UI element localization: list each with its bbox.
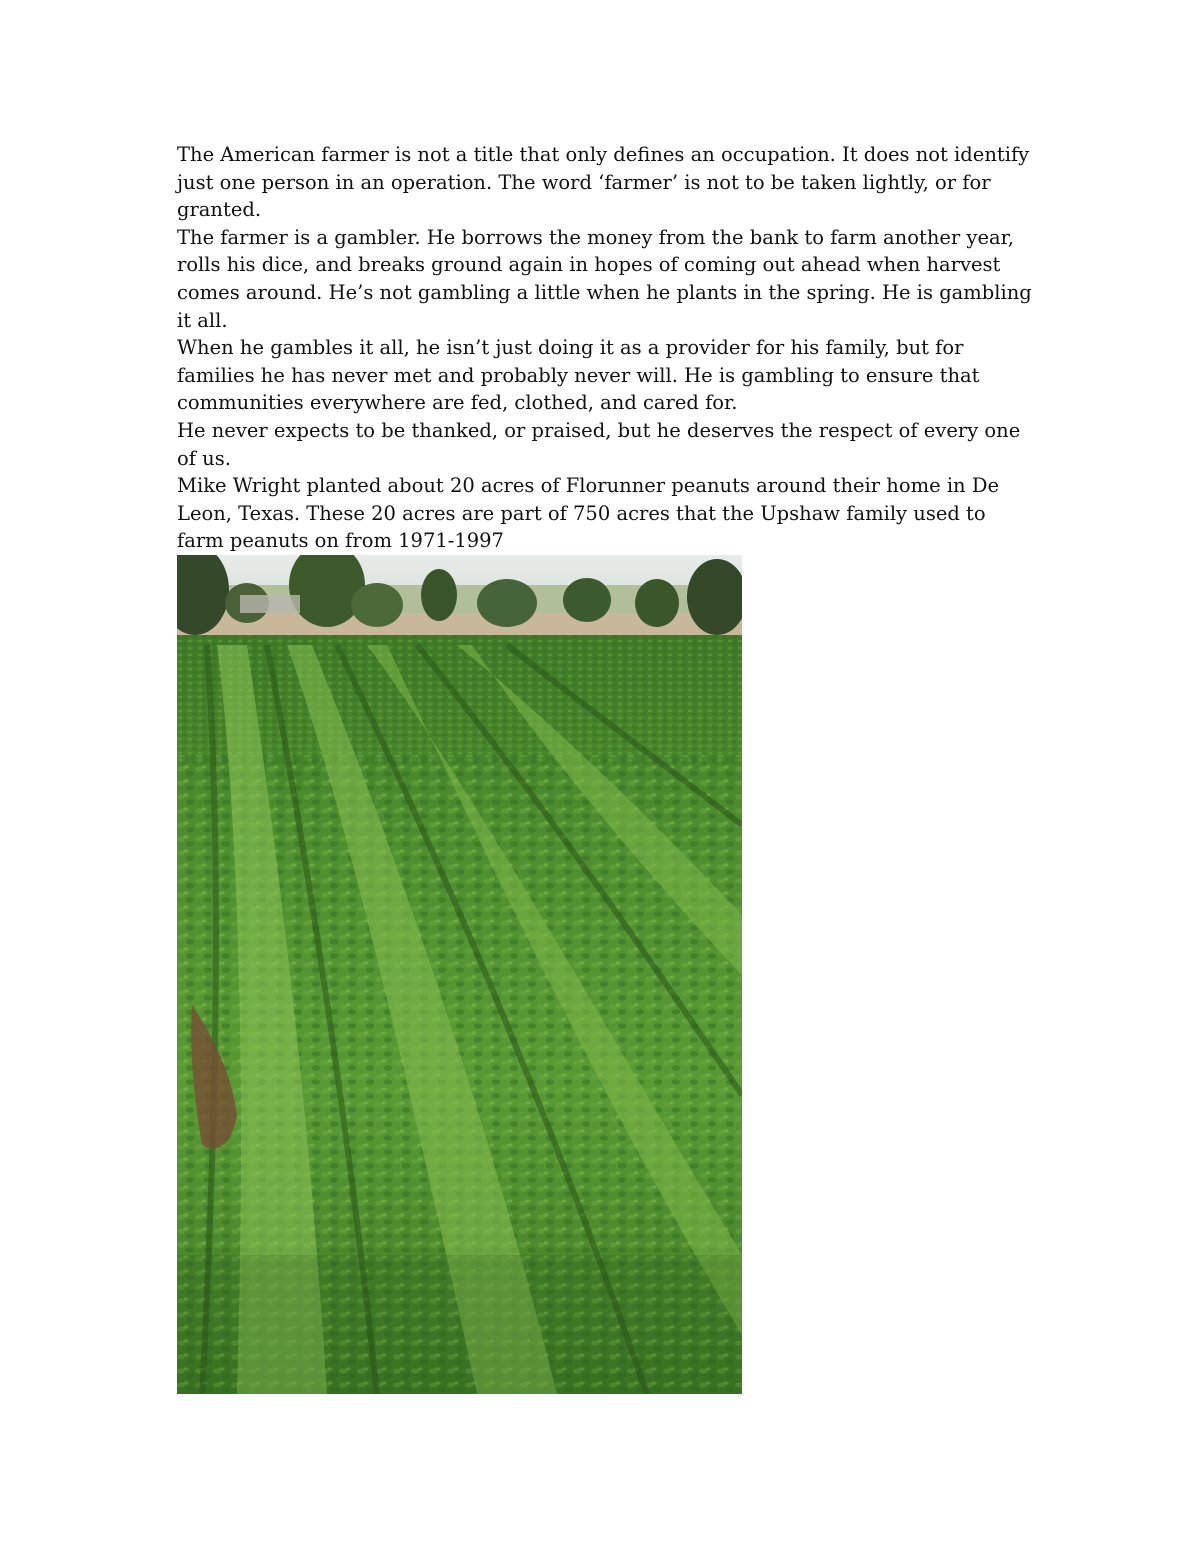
paragraph-provider: When he gambles it all, he isn’t just doing it as a provider for his family, but for families he has never met and probably never will. He is gambling to ensure that communities everywhere are fed, clothed, and cared for. bbox=[177, 336, 980, 415]
peanut-field-illustration bbox=[177, 555, 742, 1394]
paragraph-farmer-title: The American farmer is not a title that only defines an occupation. It does not identify just one person in an operation. The word ‘farmer’ is not to be taken lightly, or for granted. bbox=[177, 143, 1030, 222]
peanut-field-photo bbox=[177, 555, 742, 1394]
paragraph-respect: He never expects to be thanked, or praised, but he deserves the respect of every one of us. bbox=[177, 418, 1021, 470]
paragraph-mike-wright: Mike Wright planted about 20 acres of Florunner peanuts around their home in De Leon, Texas. These 20 acres are part of 750 acres that the Upshaw family used to farm peanuts on from 1971-1997 bbox=[177, 474, 999, 553]
article-body bbox=[177, 141, 1037, 555]
paragraph-farmer-gambler: The farmer is a gambler. He borrows the money from the bank to farm another year, rolls his dice, and breaks ground again in hopes of coming out ahead when harvest comes around. He’s not gambling a little when he plants in the spring. He is gambling it all. bbox=[177, 225, 1032, 332]
